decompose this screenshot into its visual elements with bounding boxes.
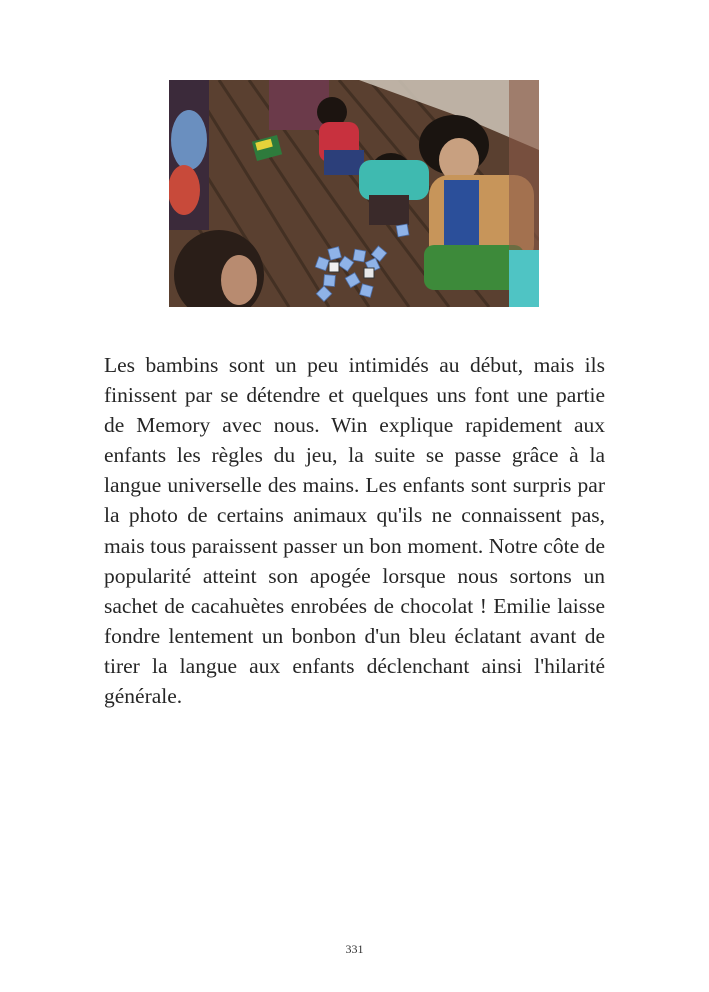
photo-illustration [169,80,539,307]
page-number: 331 [345,942,364,956]
body-paragraph: Les bambins sont un peu intimidés au début, mais ils finissent par se détendre et quelques uns font une partie de Memory avec nous. Win explique rapidement aux enfants les règles du jeu, la suite se passe grâce à la langue universelle des mains. Les enfants sont surpris par la photo de certains animaux qu'ils ne connaissent pas, mais tous paraissent passer un bon moment. Notre côte de popularité atteint son apogée lorsque nous sortons un sachet de cacahuètes enrobées de chocolat ! Emilie laisse fondre lentement un bonbon d'un bleu éclatant avant de tirer la langue aux enfants déclenchant ainsi l'hilarité générale. [104,353,605,709]
photo-children-playing-memory [169,80,539,307]
